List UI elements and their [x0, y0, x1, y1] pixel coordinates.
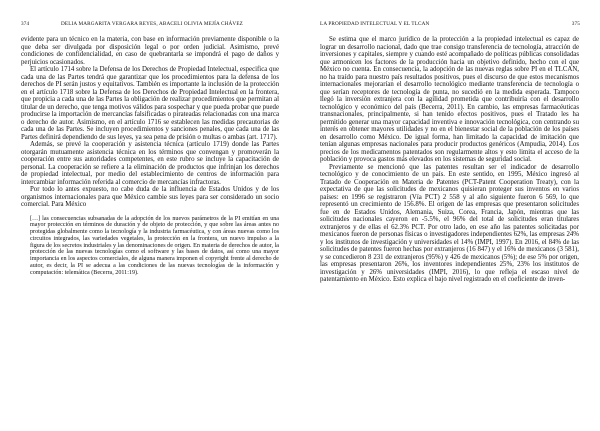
paragraph: evidente para un técnico en la materia, con base en información previamente disponible o la que deba ser divulgada por disposición legal o por orden judicial. Asimismo, prevé condiciones de confidencialidad, en caso de quebrantarla se impondrá el pago de daños y perjuicios ocasionados.	[21, 36, 279, 66]
paragraph: Se estima que el marco jurídico de la protección a la propiedad intelectual es capaz de lograr un desarrollo nacional, dado que trae consigo transferencia de tecnología, atracción de inversiones y capitales, siempre y cuando esté acompañado de políticas públicas consolidadas que armonicen los factores de la producción hacia un objetivo definido, hecho con el que México no cuenta. En consecuencia, la adopción de las nuevas reglas sobre PI en el TLCAN, no ha traído para nuestro país resultados positivos, pues el discurso de que estos mecanismos internacionales mejorarían el desarrollo tecnológico mediante transferencia de tecnología o que serían receptores de tecnología de punta, no sucedió en la medida esperada. Tampoco llegó la inversión extranjera con la agilidad prometida que contribuiría con el desarrollo tecnológico y económico del país (Becerra, 2011). En cambio, las empresas farmacéuticas transnacionales, principalmente, si han tenido efectos positivos, pues el Tratado les ha permitido generar una mayor capacidad inventiva e innovación tecnológica, con centrando su interés en obtener mayores utilidades y no en el bienestar social de la población de los países en desarrollo como México. De igual forma, han limitado la capacidad de imitación que tenían algunas empresas nacionales para producir productos genéricos (Ampudia, 2014). Los precios de los medicamentos patentados son regularmente altos y esto limita el acceso de la población y provoca gastos más elevados en los sistemas de seguridad social.	[320, 36, 579, 163]
right-running-head: LA PROPIEDAD INTELECTUAL Y EL TLCAN	[320, 21, 430, 27]
left-running-head: DELIA MARGARITA VERGARA REYES, ABACELI OLIVIA MEJÍA CHÁVEZ	[61, 21, 243, 27]
paragraph: Además, se prevé la cooperación y asistencia técnica (artículo 1719) donde las Partes otorgarán mutuamente asistencia técnica en los términos que convengan y promoverán la cooperación entre sus autoridades competentes, en este rubro se incluye la capacitación de personal. La cooperación se refiere a la eliminación de productos que infrinjan los derechos de propiedad intelectual, por medio del establecimiento de centros de información para intercambiar información referida al comercio de mercancías infractoras.	[21, 141, 279, 186]
paragraph: El artículo 1714 sobre la Defensa de los Derechos de Propiedad Intelectual, especifica que cada una de las Partes tendrá que garantizar que los procedimientos para la defensa de los derechos de PI serán justos y equitativos. También es importante la inclusión de la protección en el artículo 1718 sobre la Defensa de los Derechos de Propiedad Intelectual en la frontera, que propicia a cada una de las Partes la obligación de realizar procedimientos que permitan al titular de un derecho, que tenga motivos válidos para sospechar y que pueda probar que puede producirse la importación de mercancías falsificadas o pirateadas relacionadas con una marca o derecho de autor. Asimismo, en el artículo 1716 se establecen las medidas precautorias de cada una de las Partes. Se incluyen procedimientos y sanciones penales, que cada una de las Partes definirá dependiendo de sus leyes, ya sea pena de prisión o multas o ambas (art. 1717).	[21, 66, 279, 141]
paragraph: Por todo lo antes expuesto, no cabe duda de la influencia de Estados Unidos y de los organismos internacionales para que México cambie sus leyes para ser considerado un socio comercial. Para México	[21, 186, 279, 208]
paragraph: Previamente se mencionó que las patentes resultan ser el indicador de desarrollo tecnológico y de conocimiento de un país. En este sentido, en 1995, México ingresó al Tratado de Cooperación en Materia de Patentes (PCT-Patent Cooperation Treaty), con la expectativa de que las solicitudes de mexicanos quisieran proteger sus inventos en varios países: en 1996 se registraron (Vía PCT) 2 558 y al año siguiente fueron 6 569, lo que representó un crecimiento de 156.8%. El origen de las empresas que presentaron solicitudes fue en de Estados Unidos, Alemania, Suiza, Corea, Francia, Japón, mientras que las solicitudes nacionales cayeron en -5.5%, el 96% del total de solicitudes eran titulares extranjeros y de ellas el 62.3% PCT. Por otro lado, en ese año las patentes solicitadas por mexicanos fueron de personas físicas o investigadores independientes 62%, las empresas 24% y los institutos de investigación y universidades el 14% (IMPI, 1997). En 2016, el 84% de las solicitudes de patentes fueron hechas por extranjeros (16 847) y el 16% de mexicanos (3 581), y se concedieron 8 231 de extranjeros (95%) y 426 de mexicanos (5%); de ese 5% por origen, las empresas presentaron 26%, los inventores independientes 25%, 23% los institutos de investigación y 26% universidades (IMPI, 2016), lo que refleja el escaso nivel de patentamiento en México. Esto explica el bajo nivel registrado en el coeficiente de inven-	[320, 163, 579, 283]
right-page	[300, 0, 600, 431]
right-page-number: 375	[571, 21, 580, 27]
block-quote: […] las consecuencias subsanadas de la adopción de los nuevos parámetros de la PI emitían en una mayor protección en términos de duración y de objeto de protección, y que sobre las áreas antes no protegidas globalmente como la tecnología y la industria farmacéutica, y con áreas nuevas como los circuitos integrados, las variedades vegetales, la protección en la frontera, un nuevo impulso a la figura de los secretos industriales y las denominaciones de origen. En materia de derechos de autor, la protección de las nuevas tecnologías como el software y las bases de datos, así como una mayor importancia en los aspectos comerciales, de alguna manera imponen el copyright frente al derecho de autor, es decir, la PI se adecua a las condiciones de las nuevas tecnologías de la información y computación: telemática (Becerra, 2011:19).	[30, 215, 279, 276]
left-body-text	[21, 36, 279, 276]
right-body-text	[320, 36, 579, 284]
left-page-number: 374	[21, 21, 30, 27]
